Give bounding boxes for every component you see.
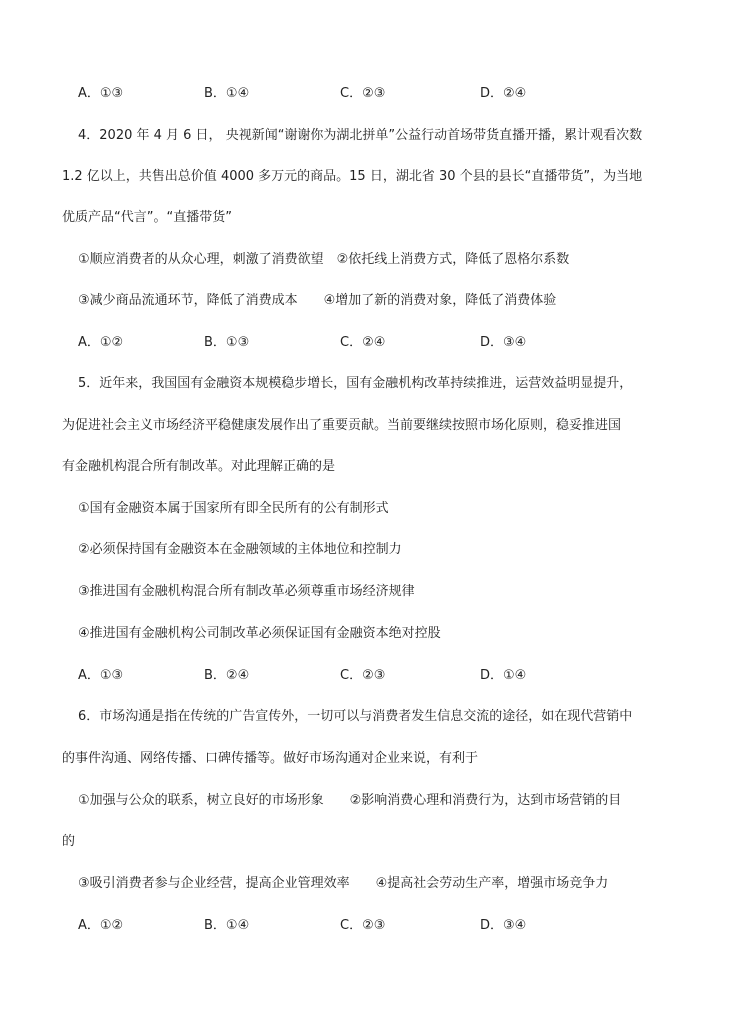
q4-option-d[interactable]: D．③④	[480, 335, 527, 350]
q5-statement-4: ④推进国有金融机构公司制改革必须保证国有金融资本绝对控股	[78, 626, 441, 641]
q6-statement-line-1: ①加强与公众的联系，树立良好的市场形象 ②影响消费心理和消费行为，达到市场营销的目	[78, 793, 622, 808]
q4-stem-line-1: 4．2020 年 4 月 6 日， 央视新闻“谢谢你为湖北拼单”公益行动首场带货直播开播，累计观看次数	[78, 128, 643, 143]
q5-option-a[interactable]: A．①③	[78, 668, 124, 683]
q5-stem-line-2: 为促进社会主义市场经济平稳健康发展作出了重要贡献。当前要继续按照市场化原则，稳妥推进国	[62, 418, 622, 433]
q6-stem-line-1: 6．市场沟通是指在传统的广告宣传外，一切可以与消费者发生信息交流的途径，如在现代营销中	[78, 709, 633, 724]
q5-statement-3: ③推进国有金融机构混合所有制改革必须尊重市场经济规律	[78, 584, 415, 599]
q5-options	[78, 667, 682, 685]
q6-statement-line-2: 的	[62, 834, 76, 849]
q5-option-d[interactable]: D．①④	[480, 668, 527, 683]
q3-option-a[interactable]: A．①③	[78, 86, 124, 101]
q5-stem-line-1: 5．近年来，我国国有金融资本规模稳步增长，国有金融机构改革持续推进，运营效益明显提升，	[78, 376, 633, 391]
q6-stem-line-2: 的事件沟通、网络传播、口碑传播等。做好市场沟通对企业来说，有利于	[62, 751, 479, 766]
q4-options	[78, 334, 682, 352]
q6-statement-line-3: ③吸引消费者参与企业经营，提高企业管理效率 ④提高社会劳动生产率，增强市场竞争力	[78, 876, 609, 891]
q3-options	[78, 85, 682, 103]
q4-statement-line-1: ①顺应消费者的从众心理，刺激了消费欲望 ②依托线上消费方式，降低了恩格尔系数	[78, 252, 570, 267]
q6-options	[78, 917, 682, 935]
q4-stem-line-3: 优质产品“代言”。“直播带货”	[62, 210, 232, 225]
q4-stem-line-2: 1.2 亿以上，共售出总价值 4000 多万元的商品。15 日，湖北省 30 个县的县长“直播带货”，为当地	[62, 169, 643, 184]
q6-option-c[interactable]: C．②③	[340, 918, 386, 933]
q4-statement-line-2: ③减少商品流通环节，降低了消费成本 ④增加了新的消费对象，降低了消费体验	[78, 293, 557, 308]
q6-option-a[interactable]: A．①②	[78, 918, 124, 933]
q3-option-d[interactable]: D．②④	[480, 86, 527, 101]
q3-option-b[interactable]: B．①④	[204, 86, 250, 101]
q5-stem-line-3: 有金融机构混合所有制改革。对此理解正确的是	[62, 459, 336, 474]
q5-option-c[interactable]: C．②③	[340, 668, 386, 683]
q4-option-c[interactable]: C．②④	[340, 335, 386, 350]
q4-option-a[interactable]: A．①②	[78, 335, 124, 350]
q3-option-c[interactable]: C．②③	[340, 86, 386, 101]
q5-option-b[interactable]: B．②④	[204, 668, 250, 683]
q4-option-b[interactable]: B．①③	[204, 335, 250, 350]
q5-statement-2: ②必须保持国有金融资本在金融领域的主体地位和控制力	[78, 542, 402, 557]
q6-option-d[interactable]: D．③④	[480, 918, 527, 933]
q6-option-b[interactable]: B．①④	[204, 918, 250, 933]
q5-statement-1: ①国有金融资本属于国家所有即全民所有的公有制形式	[78, 501, 389, 516]
